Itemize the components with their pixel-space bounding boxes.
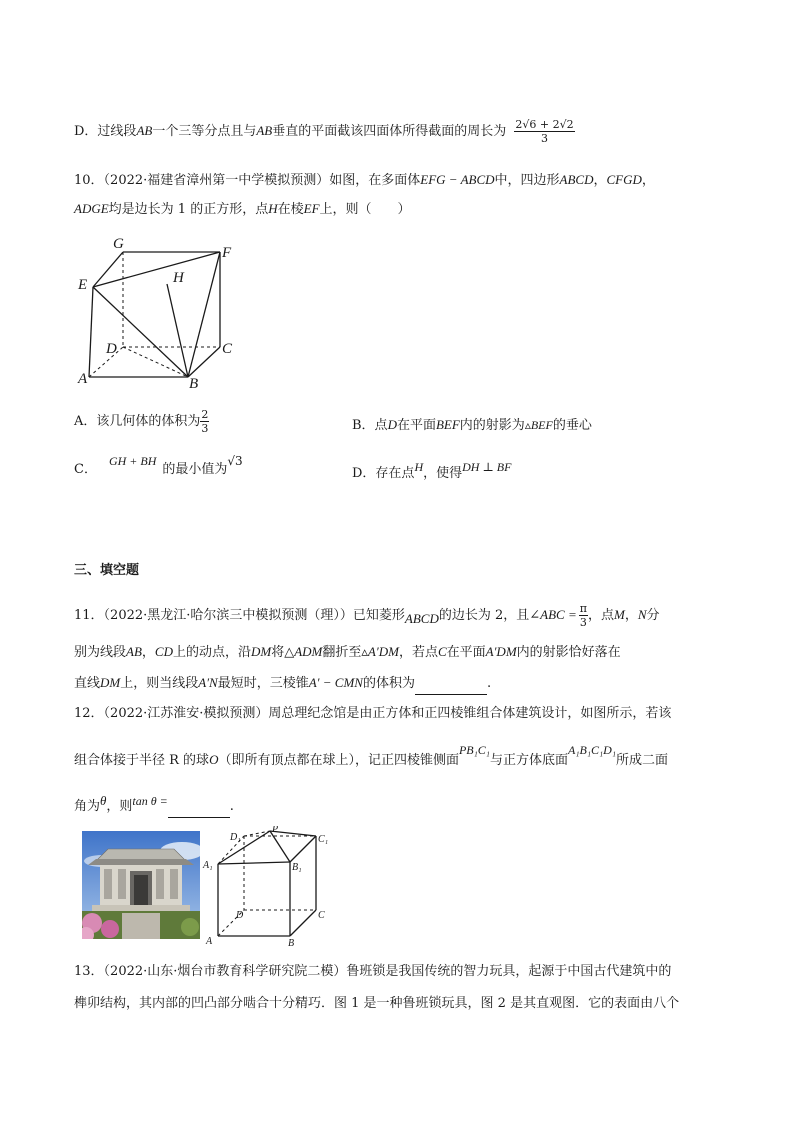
edge-b1c1 [290,836,316,862]
label-a: A [78,371,88,387]
memorial-hall-photo [82,831,200,939]
edge-a1b1 [218,862,290,864]
q10-option-b: B．点D在平面BEF内的射影为▵BEF的垂心 [352,417,592,433]
q11-line3: 直线DM上，则当线段A′N最短时，三棱锥A′ − CMN的体积为 . [74,673,491,695]
q9-option-d: D．过线段AB一个三等分点且与AB垂直的平面截该四面体所得截面的周长为 $\frac{2√6 + 2√2}{3}$ [74,118,574,145]
edge-fb [188,252,220,377]
edge-bc [188,347,220,377]
q10-option-d: D．存在点H，使得DH ⊥ BF [352,460,512,481]
label-p: P [272,826,279,835]
answer-blank-q12[interactable] [168,797,230,818]
label-f: F [222,245,232,261]
q13-line1: 13．（2022·山东·烟台市教育科学研究院二模）鲁班锁是我国传统的智力玩具，起源于中国古代建筑中的 [74,964,672,979]
label-c: C [222,341,233,357]
q10-option-c: C．GH + BH的最小值为√3 [74,454,243,477]
edge-bc [290,910,316,936]
label-d1: D₁ [230,832,241,843]
cube-pyramid-figure [200,826,335,946]
perimeter-fraction: $\frac{2√6 + 2√2}{3}$ [515,118,574,145]
q10-stem-line2: ADGE均是边长为 1 的正方形，点H在棱EF上，则（ ） [74,201,411,217]
q10-stem-line1: 10．（2022·福建省漳州第一中学模拟预测）如图，在多面体EFG − ABCD中，四边形ABCD，CFGD， [74,172,655,188]
segment-hb [167,284,188,377]
edge-eg [93,252,123,287]
q11-line1: 11．（2022·黑龙江·哈尔滨三中模拟预测（理））已知菱形ABCD的边长为 2，且∠ABC = $\frac{\pi}{3}$ ，点M，N分 [74,602,660,629]
label-c1: C₁ [318,834,329,845]
q11-line2: 别为线段AB，CD上的动点，沿DM将△ADM翻折至▵A′DM，若点C在平面A′DM内的射影恰好落在 [74,644,621,660]
label-g: G [113,236,124,252]
polyhedron-figure [70,232,240,392]
q13-line2: 榫卯结构，其内部的凹凸部分啮合十分精巧．图 1 是一种鲁班锁玩具，图 2 是其直观图．它的表面由八个 [74,996,680,1011]
label-d: D [236,910,244,921]
label-a1: A₁ [203,860,213,871]
label-e: E [78,277,88,293]
label-b: B [288,938,295,946]
label-h: H [173,270,184,286]
label-c: C [318,910,325,921]
q10-option-a: A．该几何体的体积为 $\frac{2}{3}$ [74,408,209,435]
label-b: B [189,376,199,392]
label-d: D [106,341,117,357]
edge-eb [93,287,188,377]
hidden-edge-db [123,347,188,377]
edge-ef [93,252,220,287]
section-heading: 三、填空题 [74,563,140,578]
label-b1: B₁ [292,862,302,873]
q12-line3: 角为θ，则tan θ = . [74,796,234,818]
answer-blank-q11[interactable] [415,674,487,695]
q12-line1: 12．（2022·江苏淮安·模拟预测）周总理纪念馆是由正方体和正四棱锥组合体建筑设计，如图所示，若该 [74,706,672,721]
q12-line2: 组合体接于半径 R 的球O（即所有顶点都在球上），记正四棱锥侧面PB₁C₁与正方体底面A₁B₁C₁D₁所成二面 [74,743,669,768]
label-a: A [206,936,213,946]
edge-ea [89,287,93,377]
